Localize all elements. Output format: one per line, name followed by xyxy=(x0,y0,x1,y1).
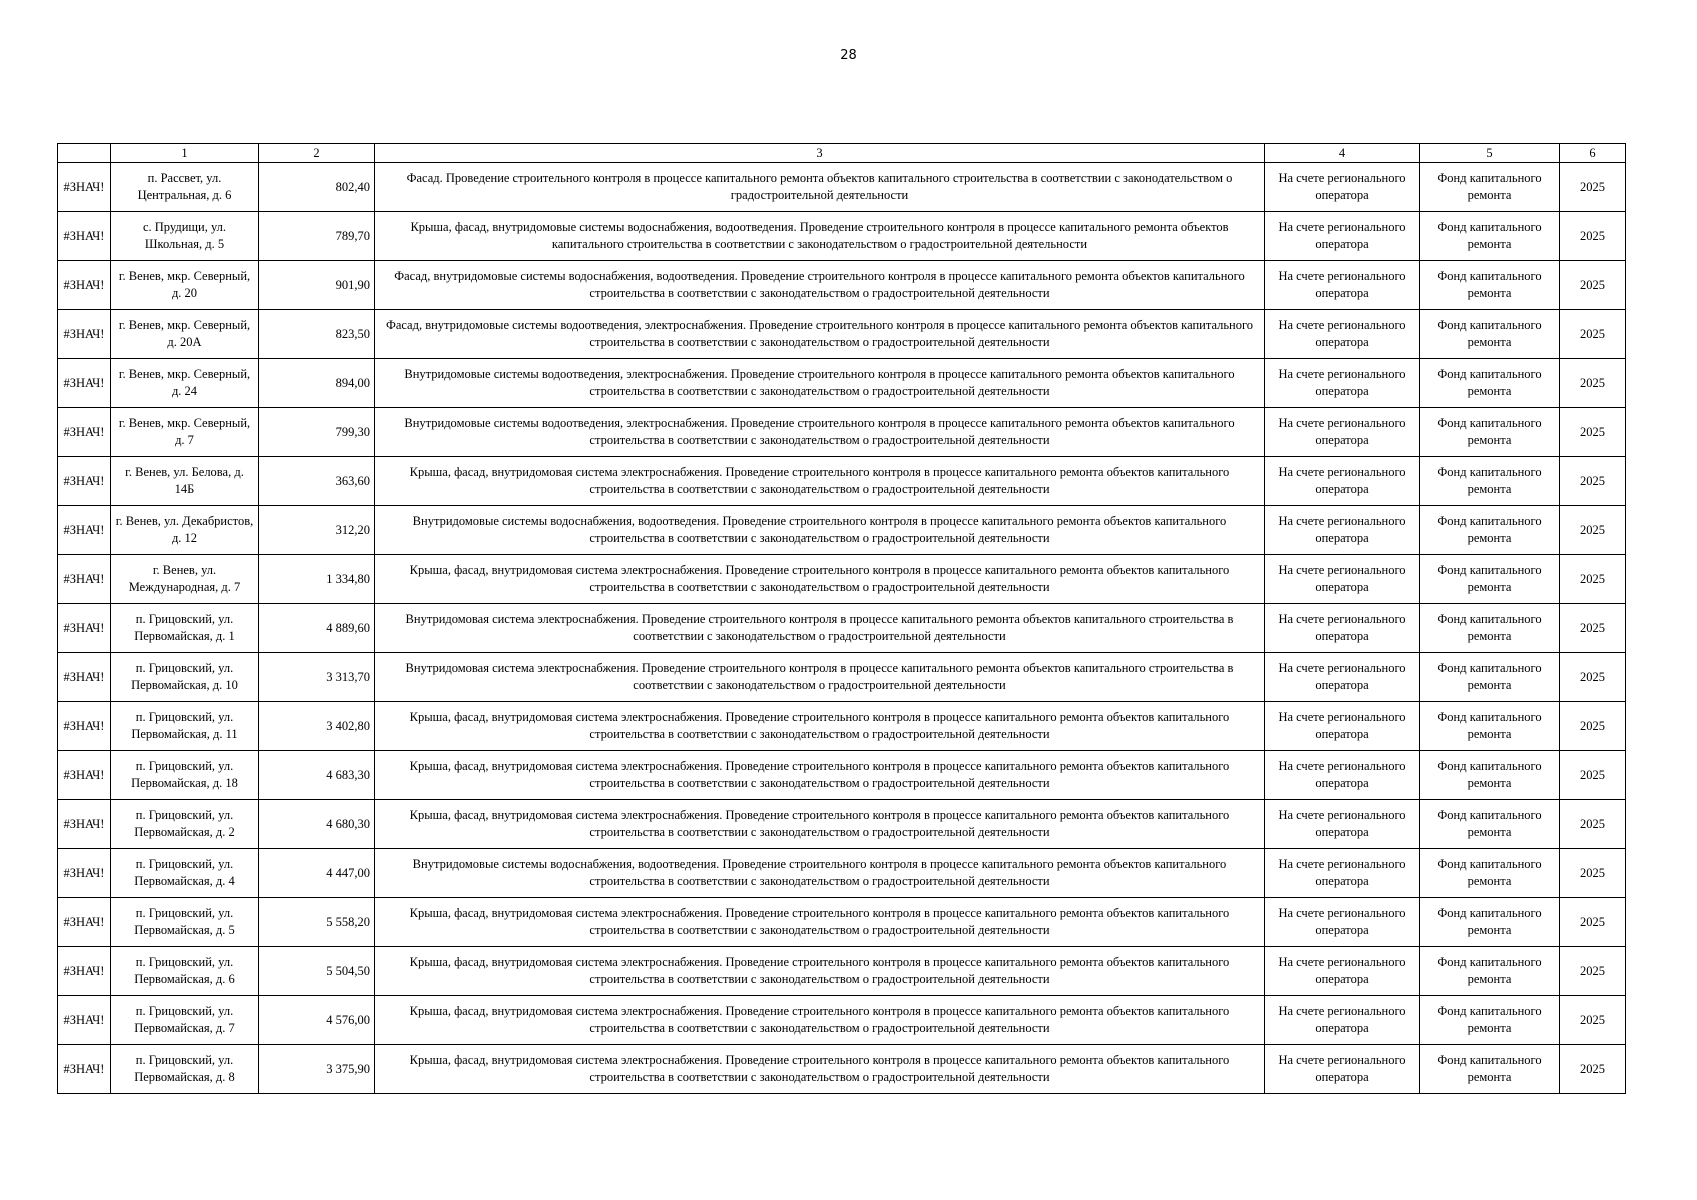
header-col-3: 3 xyxy=(375,144,1265,163)
cell-funding-method: На счете регионального оператора xyxy=(1265,751,1420,800)
cell-year: 2025 xyxy=(1560,359,1626,408)
cell-number: #ЗНАЧ! xyxy=(58,408,111,457)
cell-area: 802,40 xyxy=(259,163,375,212)
cell-works: Фасад. Проведение строительного контроля в процессе капитального ремонта объектов капитального строительства в соответствии с законодательством о градостроительной деятельности xyxy=(375,163,1265,212)
header-row xyxy=(58,144,1626,163)
cell-funding-method: На счете регионального оператора xyxy=(1265,947,1420,996)
cell-funding-method: На счете регионального оператора xyxy=(1265,800,1420,849)
cell-year: 2025 xyxy=(1560,653,1626,702)
cell-works: Крыша, фасад, внутридомовая система электроснабжения. Проведение строительного контроля в процессе капитального ремонта объектов капитального строительства в соответствии с законодательством о градостроительной деятельности xyxy=(375,457,1265,506)
cell-funding-method: На счете регионального оператора xyxy=(1265,163,1420,212)
cell-year: 2025 xyxy=(1560,800,1626,849)
cell-address: г. Венев, мкр. Северный, д. 20А xyxy=(111,310,259,359)
cell-funding-method: На счете регионального оператора xyxy=(1265,702,1420,751)
table-row xyxy=(58,653,1626,702)
cell-funding-method: На счете регионального оператора xyxy=(1265,212,1420,261)
table-row xyxy=(58,604,1626,653)
cell-number: #ЗНАЧ! xyxy=(58,702,111,751)
cell-address: г. Венев, ул. Декабристов, д. 12 xyxy=(111,506,259,555)
table-row xyxy=(58,898,1626,947)
cell-year: 2025 xyxy=(1560,898,1626,947)
cell-funding-source: Фонд капитального ремонта xyxy=(1420,261,1560,310)
table-row xyxy=(58,1045,1626,1094)
table-row xyxy=(58,702,1626,751)
cell-year: 2025 xyxy=(1560,555,1626,604)
cell-works: Крыша, фасад, внутридомовая система электроснабжения. Проведение строительного контроля в процессе капитального ремонта объектов капитального строительства в соответствии с законодательством о градостроительной деятельности xyxy=(375,898,1265,947)
cell-year: 2025 xyxy=(1560,457,1626,506)
cell-number: #ЗНАЧ! xyxy=(58,261,111,310)
table-row xyxy=(58,996,1626,1045)
cell-area: 4 889,60 xyxy=(259,604,375,653)
cell-works: Крыша, фасад, внутридомовая система электроснабжения. Проведение строительного контроля в процессе капитального ремонта объектов капитального строительства в соответствии с законодательством о градостроительной деятельности xyxy=(375,751,1265,800)
cell-number: #ЗНАЧ! xyxy=(58,359,111,408)
cell-funding-source: Фонд капитального ремонта xyxy=(1420,947,1560,996)
cell-works: Фасад, внутридомовые системы водоснабжения, водоотведения. Проведение строительного контроля в процессе капитального ремонта объектов капитального строительства в соответствии с законодательством о градостроительной деятельности xyxy=(375,261,1265,310)
cell-funding-method: На счете регионального оператора xyxy=(1265,261,1420,310)
cell-number: #ЗНАЧ! xyxy=(58,800,111,849)
cell-year: 2025 xyxy=(1560,702,1626,751)
cell-works: Крыша, фасад, внутридомовая система электроснабжения. Проведение строительного контроля в процессе капитального ремонта объектов капитального строительства в соответствии с законодательством о градостроительной деятельности xyxy=(375,1045,1265,1094)
cell-address: г. Венев, мкр. Северный, д. 7 xyxy=(111,408,259,457)
cell-year: 2025 xyxy=(1560,408,1626,457)
cell-year: 2025 xyxy=(1560,751,1626,800)
cell-address: п. Грицовский, ул. Первомайская, д. 2 xyxy=(111,800,259,849)
table-row xyxy=(58,310,1626,359)
cell-funding-method: На счете регионального оператора xyxy=(1265,849,1420,898)
cell-year: 2025 xyxy=(1560,849,1626,898)
cell-funding-method: На счете регионального оператора xyxy=(1265,457,1420,506)
cell-funding-method: На счете регионального оператора xyxy=(1265,408,1420,457)
table-row xyxy=(58,800,1626,849)
table-row xyxy=(58,555,1626,604)
cell-area: 5 558,20 xyxy=(259,898,375,947)
cell-year: 2025 xyxy=(1560,212,1626,261)
table-row xyxy=(58,408,1626,457)
table-row xyxy=(58,359,1626,408)
cell-year: 2025 xyxy=(1560,163,1626,212)
cell-area: 789,70 xyxy=(259,212,375,261)
cell-funding-source: Фонд капитального ремонта xyxy=(1420,996,1560,1045)
cell-year: 2025 xyxy=(1560,1045,1626,1094)
cell-area: 4 680,30 xyxy=(259,800,375,849)
cell-number: #ЗНАЧ! xyxy=(58,555,111,604)
cell-area: 312,20 xyxy=(259,506,375,555)
cell-works: Внутридомовые системы водоснабжения, водоотведения. Проведение строительного контроля в процессе капитального ремонта объектов капитального строительства в соответствии с законодательством о градостроительной деятельности xyxy=(375,506,1265,555)
cell-address: п. Грицовский, ул. Первомайская, д. 5 xyxy=(111,898,259,947)
cell-funding-source: Фонд капитального ремонта xyxy=(1420,212,1560,261)
header-col-4: 4 xyxy=(1265,144,1420,163)
table-row xyxy=(58,212,1626,261)
page-number: 28 xyxy=(840,48,857,63)
cell-area: 4 447,00 xyxy=(259,849,375,898)
cell-funding-source: Фонд капитального ремонта xyxy=(1420,1045,1560,1094)
cell-funding-source: Фонд капитального ремонта xyxy=(1420,800,1560,849)
header-col-6: 6 xyxy=(1560,144,1626,163)
cell-works: Фасад, внутридомовые системы водоотведения, электроснабжения. Проведение строительного контроля в процессе капитального ремонта объектов капитального строительства в соответствии с законодательством о градостроительной деятельности xyxy=(375,310,1265,359)
cell-year: 2025 xyxy=(1560,310,1626,359)
cell-area: 894,00 xyxy=(259,359,375,408)
cell-year: 2025 xyxy=(1560,604,1626,653)
header-col-1: 1 xyxy=(111,144,259,163)
cell-funding-source: Фонд капитального ремонта xyxy=(1420,163,1560,212)
cell-funding-source: Фонд капитального ремонта xyxy=(1420,408,1560,457)
cell-number: #ЗНАЧ! xyxy=(58,506,111,555)
cell-funding-source: Фонд капитального ремонта xyxy=(1420,898,1560,947)
cell-number: #ЗНАЧ! xyxy=(58,212,111,261)
cell-number: #ЗНАЧ! xyxy=(58,947,111,996)
cell-year: 2025 xyxy=(1560,947,1626,996)
cell-funding-method: На счете регионального оператора xyxy=(1265,604,1420,653)
cell-number: #ЗНАЧ! xyxy=(58,1045,111,1094)
cell-funding-source: Фонд капитального ремонта xyxy=(1420,506,1560,555)
cell-area: 363,60 xyxy=(259,457,375,506)
cell-area: 4 683,30 xyxy=(259,751,375,800)
cell-number: #ЗНАЧ! xyxy=(58,898,111,947)
cell-number: #ЗНАЧ! xyxy=(58,457,111,506)
header-col-2: 2 xyxy=(259,144,375,163)
cell-works: Крыша, фасад, внутридомовые системы водоснабжения, водоотведения. Проведение строительного контроля в процессе капитального ремонта объектов капитального строительства в соответствии с законодательством о градостроительной деятельности xyxy=(375,212,1265,261)
cell-funding-method: На счете регионального оператора xyxy=(1265,555,1420,604)
cell-funding-source: Фонд капитального ремонта xyxy=(1420,653,1560,702)
cell-works: Крыша, фасад, внутридомовая система электроснабжения. Проведение строительного контроля в процессе капитального ремонта объектов капитального строительства в соответствии с законодательством о градостроительной деятельности xyxy=(375,996,1265,1045)
cell-address: п. Грицовский, ул. Первомайская, д. 11 xyxy=(111,702,259,751)
cell-address: п. Грицовский, ул. Первомайская, д. 7 xyxy=(111,996,259,1045)
cell-funding-source: Фонд капитального ремонта xyxy=(1420,751,1560,800)
table-row xyxy=(58,506,1626,555)
cell-address: п. Грицовский, ул. Первомайская, д. 10 xyxy=(111,653,259,702)
cell-funding-source: Фонд капитального ремонта xyxy=(1420,604,1560,653)
cell-address: г. Венев, мкр. Северный, д. 24 xyxy=(111,359,259,408)
cell-funding-source: Фонд капитального ремонта xyxy=(1420,359,1560,408)
header-col-0 xyxy=(58,144,111,163)
cell-funding-source: Фонд капитального ремонта xyxy=(1420,555,1560,604)
table-row xyxy=(58,261,1626,310)
cell-address: п. Грицовский, ул. Первомайская, д. 4 xyxy=(111,849,259,898)
cell-funding-source: Фонд капитального ремонта xyxy=(1420,702,1560,751)
cell-address: г. Венев, мкр. Северный, д. 20 xyxy=(111,261,259,310)
cell-number: #ЗНАЧ! xyxy=(58,163,111,212)
table-row xyxy=(58,457,1626,506)
cell-works: Крыша, фасад, внутридомовая система электроснабжения. Проведение строительного контроля в процессе капитального ремонта объектов капитального строительства в соответствии с законодательством о градостроительной деятельности xyxy=(375,800,1265,849)
cell-funding-method: На счете регионального оператора xyxy=(1265,506,1420,555)
cell-address: п. Рассвет, ул. Центральная, д. 6 xyxy=(111,163,259,212)
cell-area: 5 504,50 xyxy=(259,947,375,996)
cell-area: 901,90 xyxy=(259,261,375,310)
cell-works: Крыша, фасад, внутридомовая система электроснабжения. Проведение строительного контроля в процессе капитального ремонта объектов капитального строительства в соответствии с законодательством о градостроительной деятельности xyxy=(375,702,1265,751)
cell-address: п. Грицовский, ул. Первомайская, д. 6 xyxy=(111,947,259,996)
cell-address: п. Грицовский, ул. Первомайская, д. 8 xyxy=(111,1045,259,1094)
cell-works: Внутридомовые системы водоотведения, электроснабжения. Проведение строительного контроля в процессе капитального ремонта объектов капитального строительства в соответствии с законодательством о градостроительной деятельности xyxy=(375,359,1265,408)
cell-works: Внутридомовая система электроснабжения. Проведение строительного контроля в процессе капитального ремонта объектов капитального строительства в соответствии с законодательством о градостроительной деятельности xyxy=(375,604,1265,653)
cell-funding-method: На счете регионального оператора xyxy=(1265,1045,1420,1094)
cell-area: 799,30 xyxy=(259,408,375,457)
cell-area: 3 402,80 xyxy=(259,702,375,751)
header-col-5: 5 xyxy=(1420,144,1560,163)
table-header xyxy=(58,144,1626,163)
cell-area: 1 334,80 xyxy=(259,555,375,604)
cell-address: п. Грицовский, ул. Первомайская, д. 1 xyxy=(111,604,259,653)
cell-year: 2025 xyxy=(1560,996,1626,1045)
cell-area: 4 576,00 xyxy=(259,996,375,1045)
cell-funding-method: На счете регионального оператора xyxy=(1265,359,1420,408)
cell-address: г. Венев, ул. Белова, д. 14Б xyxy=(111,457,259,506)
cell-area: 3 375,90 xyxy=(259,1045,375,1094)
cell-number: #ЗНАЧ! xyxy=(58,310,111,359)
cell-address: п. Грицовский, ул. Первомайская, д. 18 xyxy=(111,751,259,800)
table-row xyxy=(58,163,1626,212)
capital-repair-table xyxy=(57,143,1626,1094)
cell-works: Внутридомовые системы водоснабжения, водоотведения. Проведение строительного контроля в процессе капитального ремонта объектов капитального строительства в соответствии с законодательством о градостроительной деятельности xyxy=(375,849,1265,898)
table-body xyxy=(58,163,1626,1094)
cell-number: #ЗНАЧ! xyxy=(58,996,111,1045)
cell-area: 3 313,70 xyxy=(259,653,375,702)
cell-funding-method: На счете регионального оператора xyxy=(1265,898,1420,947)
cell-funding-method: На счете регионального оператора xyxy=(1265,653,1420,702)
cell-area: 823,50 xyxy=(259,310,375,359)
cell-works: Крыша, фасад, внутридомовая система электроснабжения. Проведение строительного контроля в процессе капитального ремонта объектов капитального строительства в соответствии с законодательством о градостроительной деятельности xyxy=(375,555,1265,604)
cell-works: Крыша, фасад, внутридомовая система электроснабжения. Проведение строительного контроля в процессе капитального ремонта объектов капитального строительства в соответствии с законодательством о градостроительной деятельности xyxy=(375,947,1265,996)
cell-year: 2025 xyxy=(1560,506,1626,555)
cell-number: #ЗНАЧ! xyxy=(58,751,111,800)
cell-works: Внутридомовые системы водоотведения, электроснабжения. Проведение строительного контроля в процессе капитального ремонта объектов капитального строительства в соответствии с законодательством о градостроительной деятельности xyxy=(375,408,1265,457)
table-row xyxy=(58,849,1626,898)
table-row xyxy=(58,947,1626,996)
cell-funding-source: Фонд капитального ремонта xyxy=(1420,849,1560,898)
cell-works: Внутридомовая система электроснабжения. Проведение строительного контроля в процессе капитального ремонта объектов капитального строительства в соответствии с законодательством о градостроительной деятельности xyxy=(375,653,1265,702)
cell-number: #ЗНАЧ! xyxy=(58,653,111,702)
table-row xyxy=(58,751,1626,800)
cell-year: 2025 xyxy=(1560,261,1626,310)
cell-funding-method: На счете регионального оператора xyxy=(1265,310,1420,359)
cell-address: г. Венев, ул. Международная, д. 7 xyxy=(111,555,259,604)
cell-address: с. Прудищи, ул. Школьная, д. 5 xyxy=(111,212,259,261)
cell-funding-method: На счете регионального оператора xyxy=(1265,996,1420,1045)
cell-number: #ЗНАЧ! xyxy=(58,849,111,898)
cell-number: #ЗНАЧ! xyxy=(58,604,111,653)
cell-funding-source: Фонд капитального ремонта xyxy=(1420,457,1560,506)
cell-funding-source: Фонд капитального ремонта xyxy=(1420,310,1560,359)
